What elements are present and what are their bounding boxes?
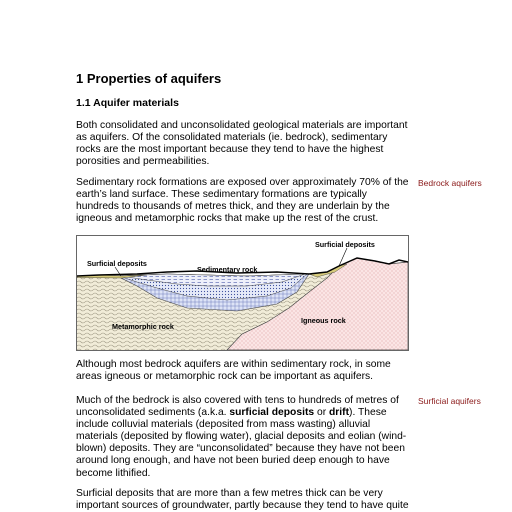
paragraph-text: or <box>314 407 329 419</box>
margin-note-bedrock-aquifers: Bedrock aquifers <box>418 178 482 188</box>
paragraph-text: Much of the bedrock is also covered with tens to hundreds of metres of unconsolidated sediments (a.k.a. <box>76 395 399 419</box>
term-drift: drift <box>329 407 350 419</box>
label-igneous-rock: Igneous rock <box>301 316 346 325</box>
paragraph-sedimentary-extent: Sedimentary rock formations are exposed over approximately 70% of the earth’s land surface. These sedimentary formations are typically hundreds to thousands of metres thick, and they are underlain by the igneous and metamorphic rocks that make up the rest of the crust. <box>76 177 409 225</box>
geology-cross-section-figure <box>76 235 409 351</box>
cross-section-diagram <box>77 236 408 350</box>
label-surficial-deposits-left: Surficial deposits <box>87 259 147 268</box>
paragraph-text: ). These include colluvial materials (deposited from mass wasting) alluvial materials (deposited by flowing water), glacial deposits and eolian (wind-blown) deposits. They are “unconsolidated” because they have not been around long enough, and have not been buried deep enough to have become lithified. <box>76 407 407 479</box>
term-surficial-deposits: surficial deposits <box>229 407 315 419</box>
label-metamorphic-rock: Metamorphic rock <box>112 322 174 331</box>
paragraph-surficial-groundwater: Surficial deposits that are more than a few metres thick can be very important sources of groundwater, partly because they tend to have quite <box>76 488 409 512</box>
paragraph-surficial-deposits <box>76 395 412 480</box>
section-title: 1 Properties of aquifers <box>76 71 222 86</box>
paragraph-bedrock-aquifers: Although most bedrock aquifers are within sedimentary rock, in some areas igneous or metamorphic rock can be important as aquifers. <box>76 359 391 383</box>
margin-note-surficial-aquifers: Surficial aquifers <box>418 396 481 406</box>
section-subtitle: 1.1 Aquifer materials <box>76 97 179 109</box>
label-sedimentary-rock: Sedimentary rock <box>197 265 258 274</box>
paragraph-consolidated: Both consolidated and unconsolidated geological materials are important as aquifers. Of the consolidated materials (ie. bedrock), sedimentary rocks are the most important because they tend to have the highest porosities and permeabilities. <box>76 120 408 168</box>
label-surficial-deposits-right: Surficial deposits <box>315 240 375 249</box>
